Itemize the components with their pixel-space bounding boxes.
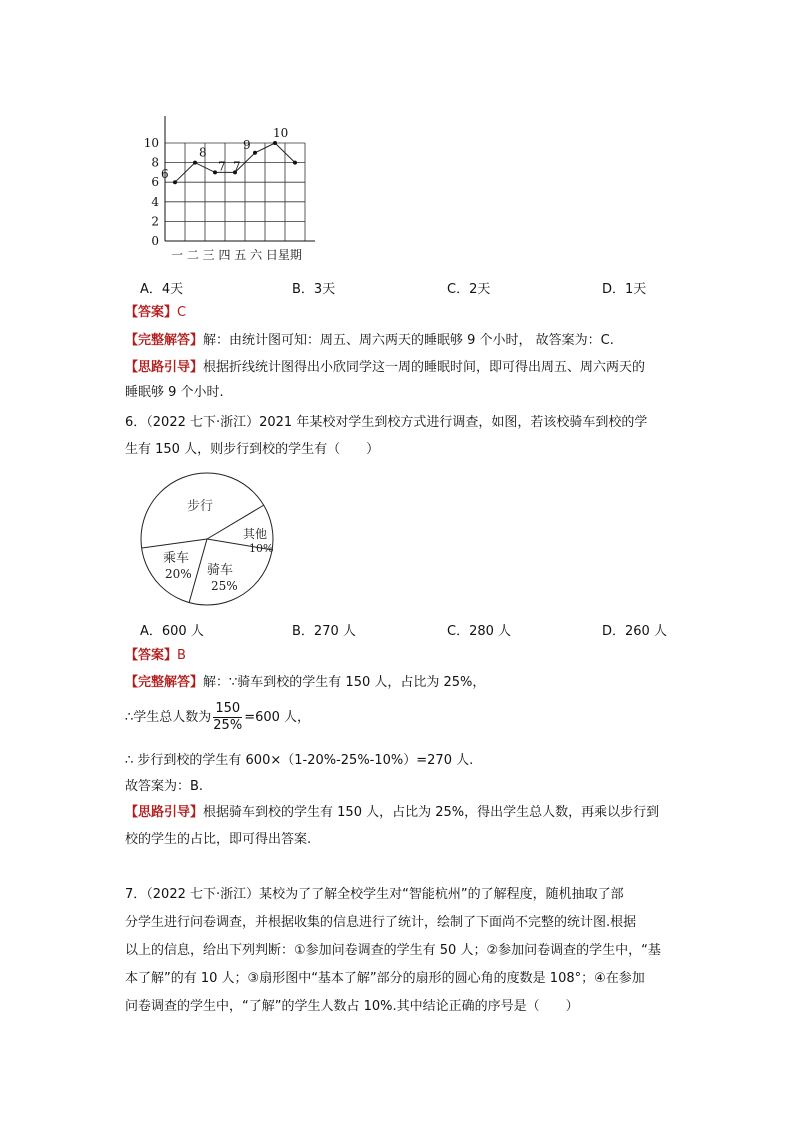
pie-label-bike: 骑车: [207, 563, 234, 578]
data-point: [173, 180, 177, 184]
data-label: 8: [199, 145, 207, 160]
q6-option-c[interactable]: C．280 人: [447, 624, 512, 639]
q5-hint-line2: 睡眠够 9 个小时.: [125, 385, 224, 400]
hint-text-1: 根据骑车到校的学生有 150 人，占比为 25%，得出学生总人数，再乘以步行到: [203, 805, 660, 820]
x-tick-labels: 一 二 三 四 五 六 日星期: [171, 248, 302, 262]
q7-line4: 本了解”的有 10 人；③扇形图中“基本了解”部分的扇形的圆心角的度数是 108°；④在参加: [125, 971, 645, 986]
data-point: [253, 151, 257, 155]
q5-option-d[interactable]: D．1天: [602, 282, 647, 297]
solution-text: 解：由统计图可知：周五、周六两天的睡眠够 9 个小时， 故答案为：C.: [203, 333, 614, 348]
q5-hint: [125, 358, 645, 378]
hint-text-1: 根据折线统计图得出小欣同学这一周的睡眠时间，即可得出周五、周六两天的: [203, 360, 646, 375]
q5-option-c[interactable]: C．2天: [447, 282, 491, 297]
q6-option-b[interactable]: B．270 人: [292, 624, 356, 639]
data-point: [193, 161, 197, 165]
travel-pie-chart: [135, 472, 280, 612]
pie-percent-other: 10%: [249, 542, 274, 555]
fraction: [213, 701, 242, 734]
q5-solution: [125, 331, 614, 351]
fraction-denominator: 25%: [213, 718, 243, 733]
q6-stem-line1: 6．（2022 七下·浙江）2021 年某校对学生到校方式进行调查，如图，若该校骑车到校的学: [125, 415, 648, 430]
q7-line1: 7．（2022 七下·浙江）某校为了了解全校学生对“智能杭州”的了解程度，随机抽取了部: [125, 887, 624, 902]
data-label: 6: [161, 167, 169, 182]
q5-answer: [125, 303, 186, 323]
answer-tag: 【答案】: [125, 305, 178, 320]
q7-line2: 分学生进行问卷调查，并根据收集的信息进行了统计，绘制了下面尚不完整的统计图.根据: [125, 915, 637, 930]
answer-value: C: [177, 305, 187, 320]
q6-solution-1: [125, 673, 485, 693]
q5-option-b[interactable]: B．3天: [292, 282, 336, 297]
q7-line5: 问卷调查的学生中，“了解”的学生人数占 10%.其中结论正确的序号是（ ）: [125, 999, 579, 1014]
data-point: [213, 170, 217, 174]
answer-tag: 【答案】: [125, 648, 178, 663]
q6-solution-4: 故答案为：B.: [125, 779, 204, 794]
fraction-numerator: 150: [213, 701, 242, 718]
q6-hint: [125, 803, 659, 823]
pie-percent-bike: 25%: [211, 579, 238, 593]
chart-axes: [165, 116, 315, 241]
q7-line3: 以上的信息，给出下列判断：①参加问卷调查的学生有 50 人；②参加问卷调查的学生中，“基: [125, 943, 661, 958]
q6-stem-line2: 生有 150 人，则步行到校的学生有（ ）: [125, 442, 380, 457]
solution-text-1: 解：∵骑车到校的学生有 150 人，占比为 25%，: [203, 675, 486, 690]
y-tick-label: 8: [151, 155, 159, 170]
slice-divider-bike-bus: [189, 539, 207, 603]
slice-divider-bus-walk: [142, 539, 207, 548]
pie-label-other: 其他: [243, 527, 268, 541]
y-tick-labels: [144, 136, 160, 248]
data-label: 7: [218, 159, 226, 174]
data-point: [273, 141, 277, 145]
solution-text-2-post: =600 人，: [244, 710, 311, 725]
y-tick-label: 4: [151, 194, 159, 209]
hint-tag: 【思路引导】: [125, 360, 204, 375]
sleep-line-chart: [135, 88, 355, 273]
solution-tag: 【完整解答】: [125, 333, 204, 348]
pie-label-walk: 步行: [187, 499, 214, 514]
q6-solution-3: ∴ 步行到校的学生有 600×（1-20%-25%-10%）=270 人.: [125, 753, 474, 768]
y-tick-label: 0: [151, 234, 159, 248]
pie-percent-bus: 20%: [165, 567, 192, 581]
y-tick-label: 10: [143, 136, 159, 150]
data-label: 9: [243, 137, 251, 152]
q5-option-a[interactable]: A．4天: [140, 282, 184, 297]
pie-label-bus: 乘车: [163, 551, 190, 566]
data-point: [293, 161, 297, 165]
q6-option-d[interactable]: D．260 人: [602, 624, 667, 639]
chart-grid: [165, 143, 305, 241]
q6-solution-2: [125, 700, 310, 736]
y-tick-label: 6: [151, 175, 159, 190]
answer-value: B: [177, 648, 186, 663]
data-label: 7: [233, 159, 241, 174]
q6-answer: [125, 646, 186, 666]
data-label: 10: [273, 126, 289, 140]
q6-hint-line2: 校的学生的占比，即可得出答案.: [125, 832, 312, 847]
q6-option-a[interactable]: A．600 人: [140, 624, 204, 639]
y-tick-label: 2: [151, 214, 159, 229]
solution-tag: 【完整解答】: [125, 675, 204, 690]
solution-text-2-pre: ∴学生总人数为: [125, 710, 212, 725]
hint-tag: 【思路引导】: [125, 805, 204, 820]
